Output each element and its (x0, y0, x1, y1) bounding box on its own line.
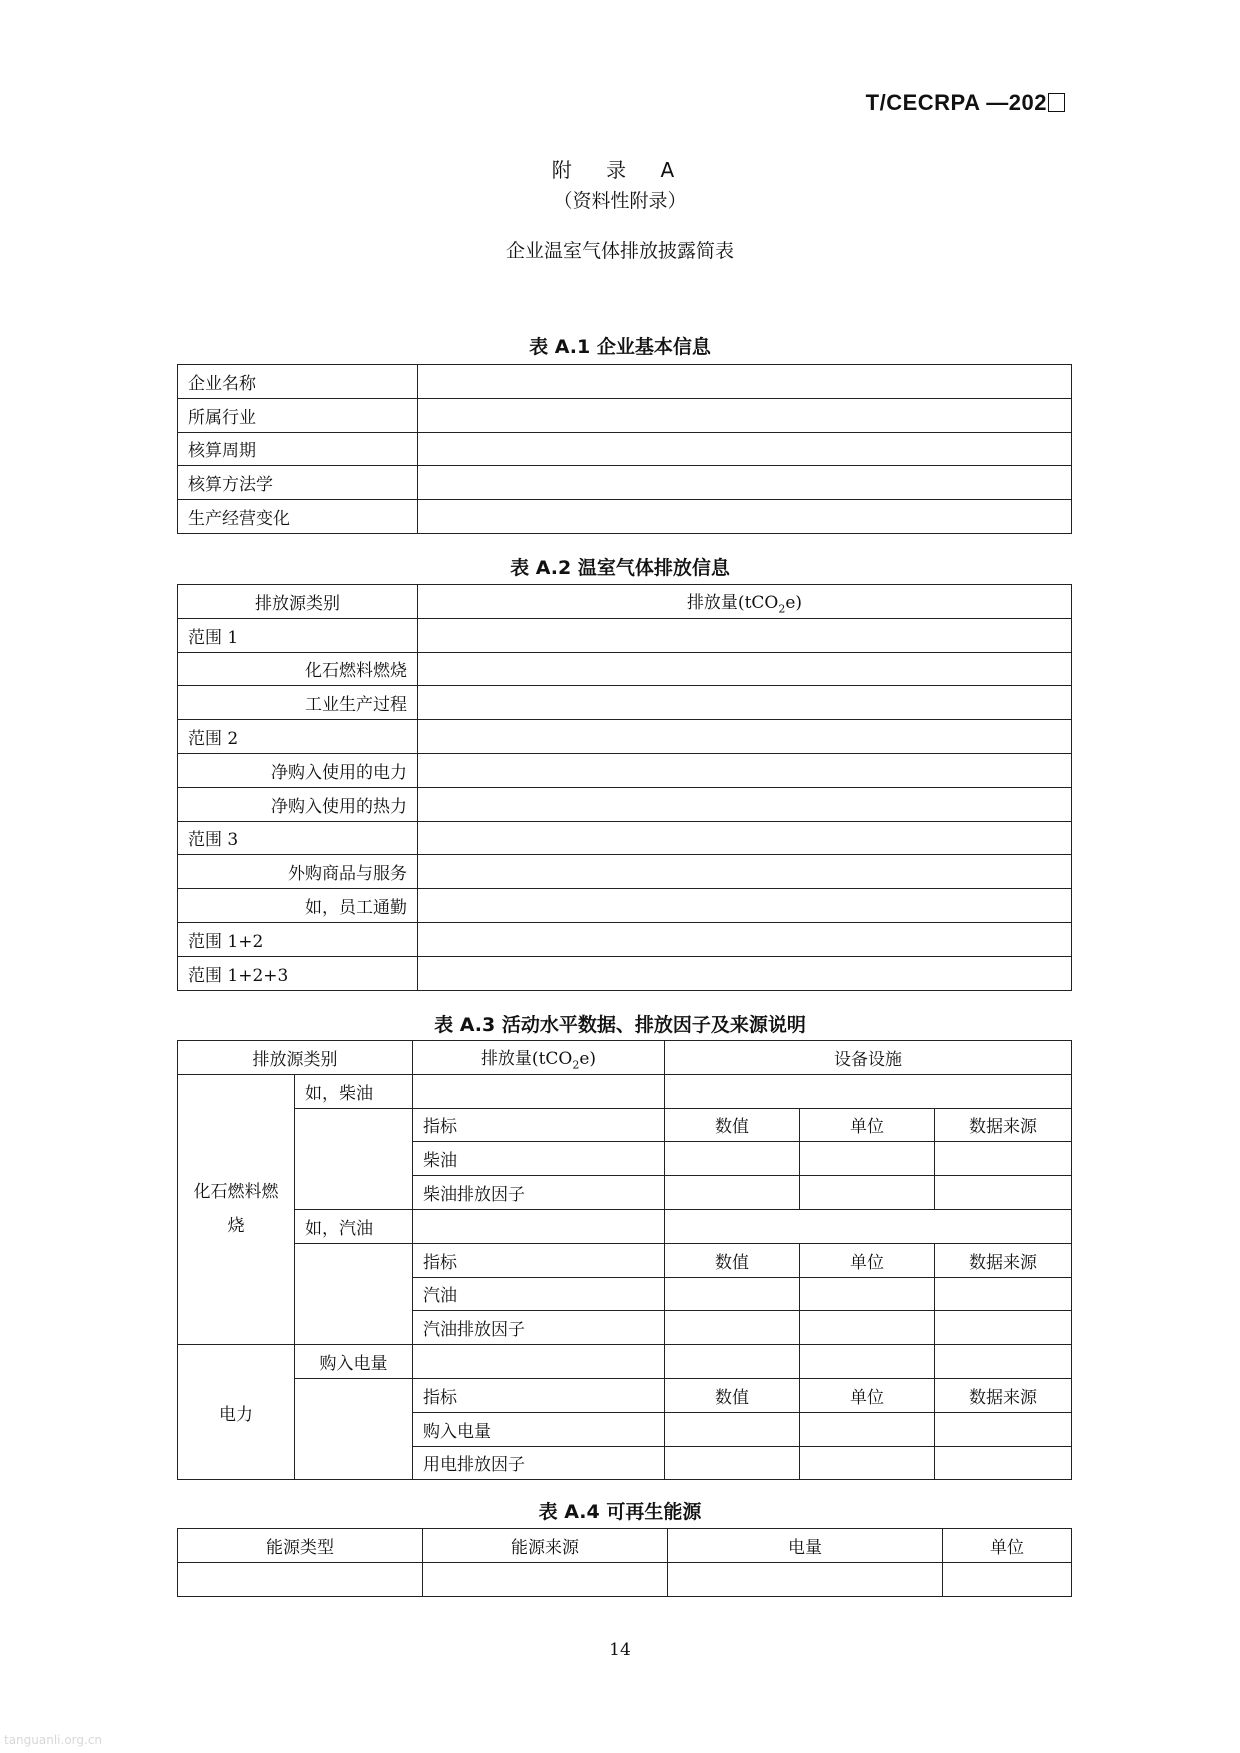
table-header-row (178, 1041, 1072, 1075)
value-cell[interactable] (665, 1142, 800, 1176)
value-cell[interactable] (418, 753, 1072, 787)
blank-cell (295, 1108, 413, 1209)
page-number: 14 (609, 1640, 631, 1660)
value-cell[interactable] (418, 889, 1072, 923)
table-row (178, 1562, 1072, 1596)
value-cell[interactable] (935, 1446, 1072, 1480)
row-label: 企业名称 (178, 365, 418, 399)
table-row (178, 432, 1072, 466)
value-cell[interactable] (418, 365, 1072, 399)
table-row (178, 1209, 1072, 1243)
header-cell: 能源来源 (423, 1529, 668, 1563)
header-cell: 电量 (668, 1529, 943, 1563)
table-row (178, 889, 1072, 923)
table-row (178, 956, 1072, 990)
row-label: 范围 1 (178, 618, 418, 652)
value-cell[interactable] (935, 1176, 1072, 1210)
table-row (178, 1108, 1072, 1142)
value-cell[interactable] (418, 922, 1072, 956)
value-cell[interactable] (665, 1345, 800, 1379)
group-label: 化石燃料燃烧 (178, 1074, 295, 1344)
table-row (178, 365, 1072, 399)
value-cell[interactable] (413, 1074, 665, 1108)
row-label: 工业生产过程 (178, 686, 418, 720)
table-row (178, 1345, 1072, 1379)
row-label: 净购入使用的热力 (178, 787, 418, 821)
document-title: 企业温室气体排放披露简表 (505, 240, 734, 262)
value-cell[interactable] (418, 686, 1072, 720)
value-cell[interactable] (800, 1176, 935, 1210)
header-cell: 单位 (800, 1108, 935, 1142)
table-row (178, 821, 1072, 855)
table-row (178, 398, 1072, 432)
header-cell: 设备设施 (665, 1041, 1072, 1075)
row-label: 范围 1+2+3 (178, 956, 418, 990)
table-row (178, 720, 1072, 754)
value-cell[interactable] (178, 1562, 423, 1596)
header-cell: 排放量(tCO$_2$e) (413, 1041, 665, 1075)
item-label: 如，汽油 (295, 1209, 413, 1243)
table-row (178, 787, 1072, 821)
indicator-label: 购入电量 (413, 1412, 665, 1446)
table-row (178, 500, 1072, 534)
table-a4 (177, 1528, 1072, 1597)
value-cell[interactable] (800, 1345, 935, 1379)
table-header-row (178, 585, 1072, 619)
row-label: 核算方法学 (178, 466, 418, 500)
table-row (178, 686, 1072, 720)
table-a2-caption: 表 A.2 温室气体排放信息 (510, 557, 730, 579)
table-row (178, 922, 1072, 956)
table-row (178, 1378, 1072, 1412)
header-cell: 数值 (665, 1378, 800, 1412)
standard-code: T/CECRPA —202 (866, 90, 1065, 116)
watermark: tanguanli.org.cn (4, 1733, 103, 1747)
value-cell[interactable] (935, 1345, 1072, 1379)
table-a4-caption: 表 A.4 可再生能源 (538, 1501, 702, 1523)
table-a2 (177, 584, 1072, 991)
value-cell[interactable] (665, 1176, 800, 1210)
value-cell[interactable] (668, 1562, 943, 1596)
table-a3 (177, 1040, 1072, 1480)
value-cell[interactable] (665, 1446, 800, 1480)
header-cell: 数值 (665, 1108, 800, 1142)
value-cell[interactable] (418, 720, 1072, 754)
value-cell[interactable] (413, 1209, 665, 1243)
header-cell: 排放量(tCO$_2$e) (418, 585, 1072, 619)
value-cell[interactable] (423, 1562, 668, 1596)
indicator-label: 汽油 (413, 1277, 665, 1311)
table-a3-caption: 表 A.3 活动水平数据、排放因子及来源说明 (434, 1014, 806, 1036)
table-row (178, 1243, 1072, 1277)
value-cell[interactable] (800, 1142, 935, 1176)
indicator-label: 指标 (413, 1108, 665, 1142)
row-label: 范围 3 (178, 821, 418, 855)
value-cell[interactable] (665, 1209, 1072, 1243)
table-header-row (178, 1529, 1072, 1563)
header-cell: 排放源类别 (178, 585, 418, 619)
blank-cell (295, 1378, 413, 1479)
row-label: 范围 1+2 (178, 922, 418, 956)
header-cell: 能源类型 (178, 1529, 423, 1563)
header-cell: 数据来源 (935, 1108, 1072, 1142)
blank-cell (295, 1243, 413, 1344)
table-row (178, 753, 1072, 787)
header-cell: 数据来源 (935, 1378, 1072, 1412)
value-cell[interactable] (800, 1412, 935, 1446)
indicator-label: 指标 (413, 1243, 665, 1277)
value-cell[interactable] (665, 1074, 1072, 1108)
value-cell[interactable] (413, 1345, 665, 1379)
row-label: 外购商品与服务 (178, 855, 418, 889)
table-row (178, 1074, 1072, 1108)
group-label: 电力 (178, 1345, 295, 1480)
value-cell[interactable] (800, 1277, 935, 1311)
value-cell[interactable] (665, 1412, 800, 1446)
indicator-label: 用电排放因子 (413, 1446, 665, 1480)
indicator-label: 汽油排放因子 (413, 1311, 665, 1345)
header-cell: 单位 (800, 1243, 935, 1277)
item-label: 购入电量 (295, 1345, 413, 1379)
value-cell[interactable] (418, 855, 1072, 889)
value-cell[interactable] (418, 432, 1072, 466)
indicator-label: 柴油排放因子 (413, 1176, 665, 1210)
table-row (178, 855, 1072, 889)
header-cell: 数值 (665, 1243, 800, 1277)
table-a1 (177, 364, 1072, 534)
value-cell[interactable] (418, 787, 1072, 821)
header-cell: 排放源类别 (178, 1041, 413, 1075)
row-label: 净购入使用的电力 (178, 753, 418, 787)
value-cell[interactable] (418, 652, 1072, 686)
value-cell[interactable] (935, 1311, 1072, 1345)
value-cell[interactable] (665, 1311, 800, 1345)
value-cell[interactable] (665, 1277, 800, 1311)
value-cell[interactable] (418, 398, 1072, 432)
value-cell[interactable] (418, 956, 1072, 990)
indicator-label: 指标 (413, 1378, 665, 1412)
header-cell: 单位 (943, 1529, 1072, 1563)
placeholder-box-icon (1048, 93, 1065, 112)
table-a1-caption: 表 A.1 企业基本信息 (529, 336, 711, 358)
value-cell[interactable] (418, 466, 1072, 500)
indicator-label: 柴油 (413, 1142, 665, 1176)
value-cell[interactable] (943, 1562, 1072, 1596)
value-cell[interactable] (418, 618, 1072, 652)
value-cell[interactable] (800, 1446, 935, 1480)
item-label: 如，柴油 (295, 1074, 413, 1108)
table-row (178, 652, 1072, 686)
appendix-title: 附 录 A (551, 158, 689, 182)
value-cell[interactable] (935, 1412, 1072, 1446)
header-cell: 数据来源 (935, 1243, 1072, 1277)
value-cell[interactable] (418, 500, 1072, 534)
value-cell[interactable] (800, 1311, 935, 1345)
header-cell: 单位 (800, 1378, 935, 1412)
row-label: 所属行业 (178, 398, 418, 432)
table-row (178, 466, 1072, 500)
table-row (178, 618, 1072, 652)
row-label: 核算周期 (178, 432, 418, 466)
appendix-subtitle: （资料性附录） (553, 190, 687, 212)
value-cell[interactable] (418, 821, 1072, 855)
value-cell[interactable] (935, 1142, 1072, 1176)
row-label: 范围 2 (178, 720, 418, 754)
row-label: 如，员工通勤 (178, 889, 418, 923)
value-cell[interactable] (935, 1277, 1072, 1311)
row-label: 化石燃料燃烧 (178, 652, 418, 686)
row-label: 生产经营变化 (178, 500, 418, 534)
